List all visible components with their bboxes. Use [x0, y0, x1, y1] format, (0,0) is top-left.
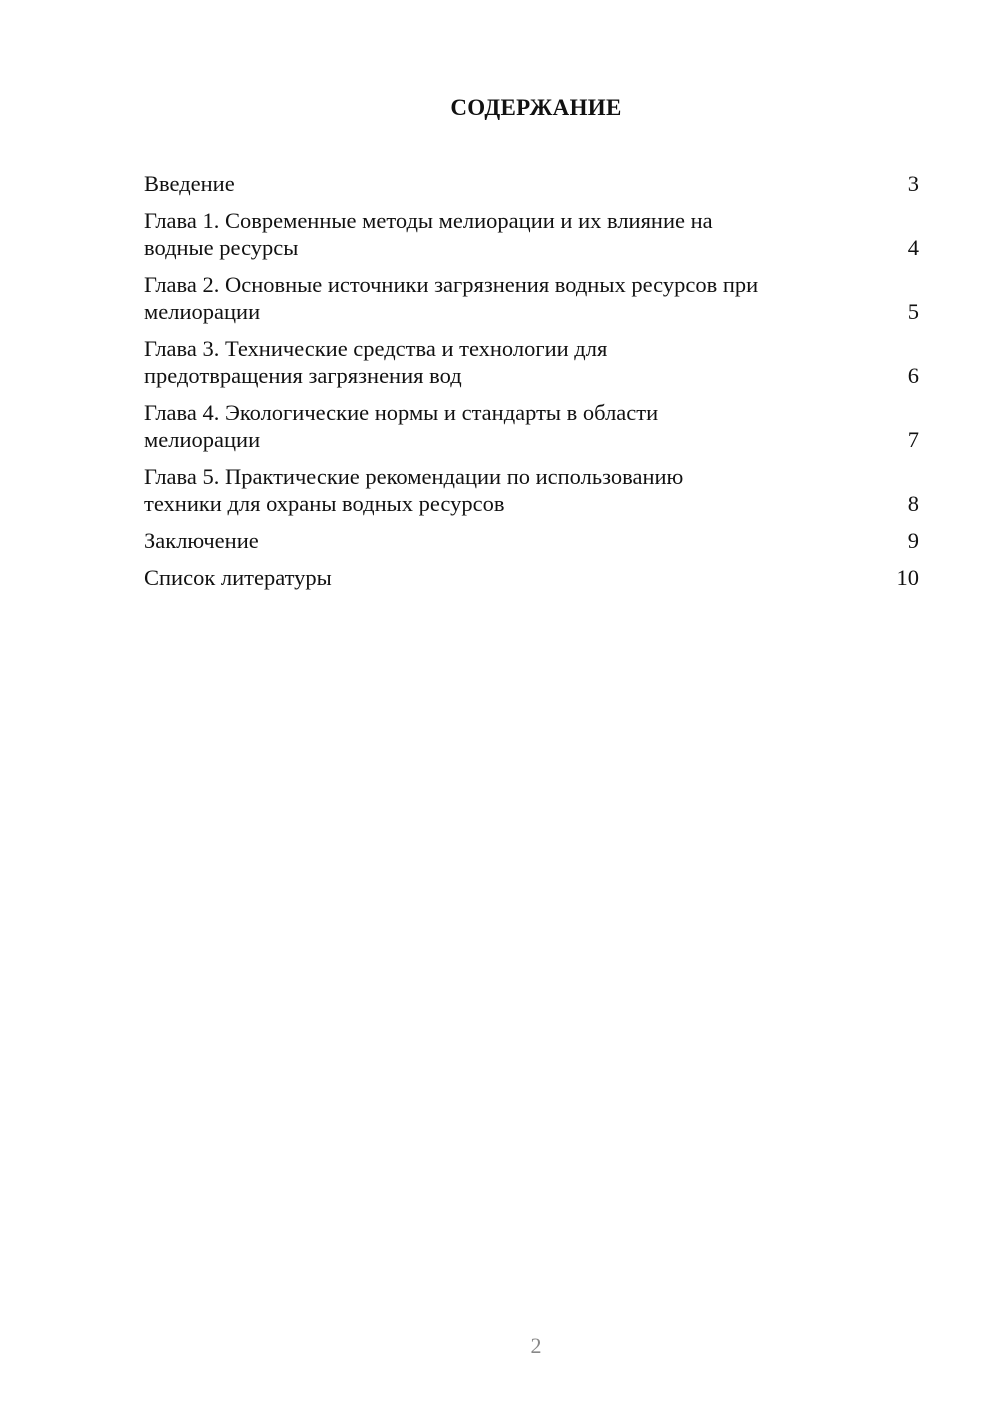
toc-page-number: 7 [907, 427, 919, 452]
table-of-contents [144, 170, 919, 601]
toc-page-number: 9 [907, 528, 919, 553]
toc-entry-chapter-5[interactable] [144, 463, 919, 517]
toc-entry-text: Заключение [144, 528, 259, 553]
toc-page-number: 4 [907, 235, 919, 260]
page-footer-number: 2 [530, 1333, 542, 1358]
toc-entry-text: предотвращения загрязнения вод [144, 363, 462, 388]
toc-entry-chapter-2[interactable] [144, 271, 919, 325]
toc-page-number: 8 [907, 491, 919, 516]
toc-entry-introduction[interactable] [144, 170, 919, 197]
toc-entry-text: Глава 1. Современные методы мелиорации и их влияние на [144, 208, 713, 233]
toc-entry-text: Введение [144, 171, 235, 196]
toc-entry-chapter-4[interactable] [144, 399, 919, 453]
page-title: СОДЕРЖАНИЕ [450, 95, 622, 120]
toc-entry-text: Список литературы [144, 565, 332, 590]
toc-entry-chapter-1[interactable] [144, 207, 919, 261]
toc-entry-text: мелиорации [144, 299, 261, 324]
toc-page-number: 3 [907, 171, 919, 196]
toc-entry-text: Глава 4. Экологические нормы и стандарты в области [144, 400, 659, 425]
toc-page-number: 5 [907, 299, 919, 324]
toc-entry-text: Глава 3. Технические средства и технологии для [144, 336, 608, 361]
toc-entry-text: Глава 5. Практические рекомендации по использованию [144, 464, 684, 489]
toc-entry-text: водные ресурсы [144, 235, 299, 260]
toc-entry-conclusion[interactable] [144, 527, 919, 554]
toc-entry-text: мелиорации [144, 427, 261, 452]
toc-entry-chapter-3[interactable] [144, 335, 919, 389]
toc-entry-references[interactable] [144, 564, 919, 591]
toc-page-number: 6 [907, 363, 919, 388]
toc-entry-text: техники для охраны водных ресурсов [144, 491, 505, 516]
toc-page-number: 10 [896, 565, 919, 590]
toc-entry-text: Глава 2. Основные источники загрязнения водных ресурсов при [144, 272, 759, 297]
